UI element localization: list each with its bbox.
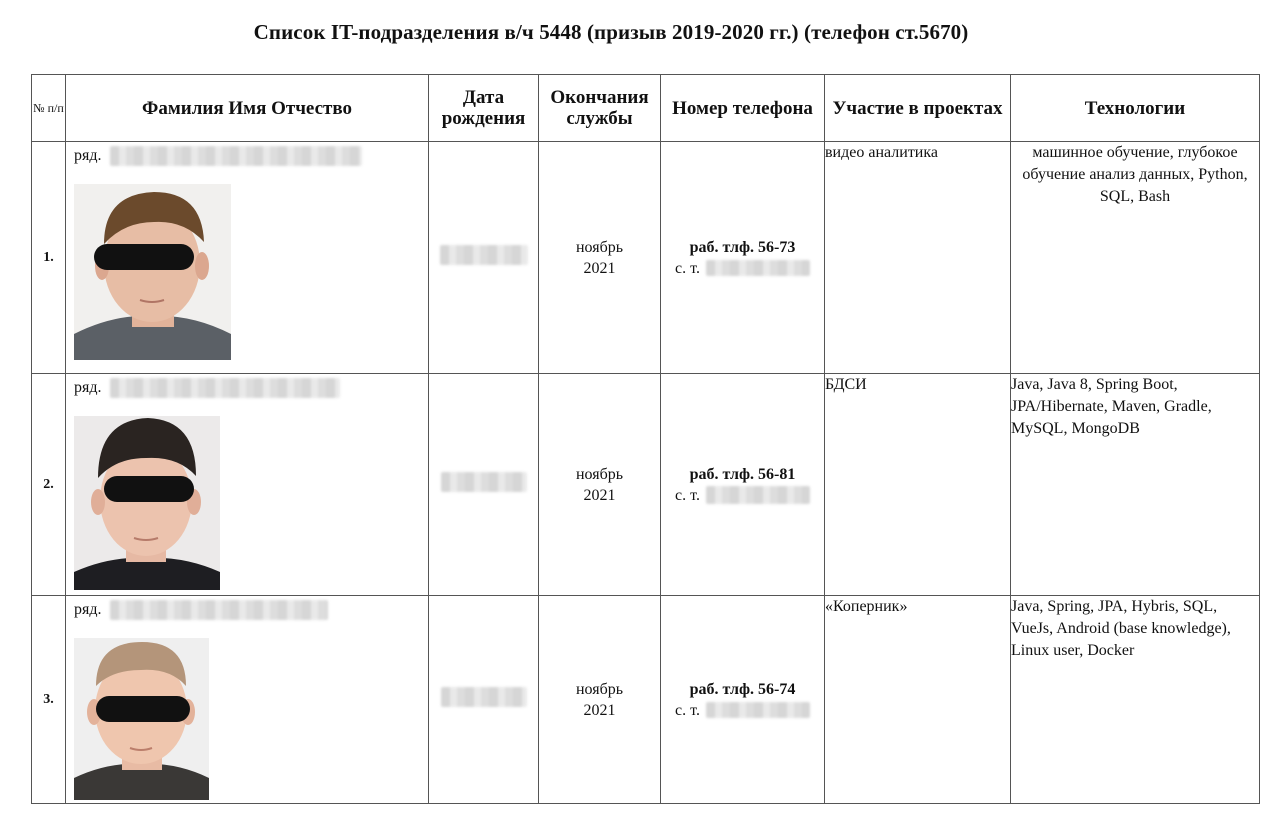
redacted-phone bbox=[706, 260, 810, 276]
redacted-name bbox=[110, 600, 328, 620]
redacted-dob bbox=[441, 687, 527, 707]
phone-cell bbox=[661, 374, 825, 596]
redacted-name bbox=[110, 146, 362, 166]
header-name: Фамилия Имя Отчество bbox=[66, 75, 429, 142]
header-end: Окончания службы bbox=[539, 75, 661, 142]
st-prefix: с. т. bbox=[675, 486, 700, 504]
st-prefix: с. т. bbox=[675, 259, 700, 277]
work-phone: раб. тлф. 56-81 bbox=[689, 465, 796, 483]
end-month: ноябрь bbox=[575, 680, 624, 698]
header-num: № п/п bbox=[32, 75, 66, 142]
rank-label: ряд. bbox=[74, 379, 102, 396]
portrait-photo bbox=[74, 638, 209, 800]
portrait-photo bbox=[74, 416, 220, 590]
tech-cell: Java, Spring, JPA, Hybris, SQL, VueJs, Android (base knowledge), Linux user, Docker bbox=[1011, 596, 1260, 804]
tech-cell: машинное обучение, глубокое обучение анализ данных, Python, SQL, Bash bbox=[1011, 142, 1260, 374]
header-phone: Номер телефона bbox=[661, 75, 825, 142]
document-title: Список IT-подразделения в/ч 5448 (призыв 2019-2020 гг.) (телефон ст.5670) bbox=[253, 20, 969, 44]
project-cell: «Коперник» bbox=[825, 596, 1011, 804]
phone-cell bbox=[661, 596, 825, 804]
dob-cell bbox=[429, 596, 539, 804]
st-prefix: с. т. bbox=[675, 701, 700, 719]
name-cell bbox=[66, 142, 429, 374]
portrait-photo bbox=[74, 184, 231, 360]
end-cell bbox=[539, 374, 661, 596]
header-projects: Участие в проектах bbox=[825, 75, 1011, 142]
redacted-dob bbox=[440, 245, 528, 265]
name-cell bbox=[66, 374, 429, 596]
header-dob: Дата рождения bbox=[429, 75, 539, 142]
redacted-phone bbox=[706, 486, 810, 504]
work-phone: раб. тлф. 56-73 bbox=[689, 238, 796, 256]
phone-cell bbox=[661, 142, 825, 374]
row-number: 1. bbox=[32, 142, 66, 374]
row-number: 3. bbox=[32, 596, 66, 804]
table-row bbox=[32, 374, 1260, 596]
dob-cell bbox=[429, 142, 539, 374]
roster-table bbox=[31, 74, 1260, 804]
end-year: 2021 bbox=[583, 259, 616, 277]
table-row bbox=[32, 142, 1260, 374]
rank-label: ряд. bbox=[74, 601, 102, 618]
project-cell: БДСИ bbox=[825, 374, 1011, 596]
end-month: ноябрь bbox=[575, 465, 624, 483]
project-cell: видео аналитика bbox=[825, 142, 1011, 374]
work-phone: раб. тлф. 56-74 bbox=[689, 680, 796, 698]
header-row bbox=[32, 75, 1260, 142]
end-month: ноябрь bbox=[575, 238, 624, 256]
redacted-phone bbox=[706, 702, 810, 718]
dob-cell bbox=[429, 374, 539, 596]
redacted-dob bbox=[441, 472, 527, 492]
redacted-name bbox=[110, 378, 340, 398]
end-year: 2021 bbox=[583, 701, 616, 719]
header-tech: Технологии bbox=[1011, 75, 1260, 142]
row-number: 2. bbox=[32, 374, 66, 596]
end-year: 2021 bbox=[583, 486, 616, 504]
tech-cell: Java, Java 8, Spring Boot, JPA/Hibernate, Maven, Gradle, MySQL, MongoDB bbox=[1011, 374, 1260, 596]
end-cell bbox=[539, 142, 661, 374]
table-row bbox=[32, 596, 1260, 804]
end-cell bbox=[539, 596, 661, 804]
rank-label: ряд. bbox=[74, 147, 102, 164]
name-cell bbox=[66, 596, 429, 804]
